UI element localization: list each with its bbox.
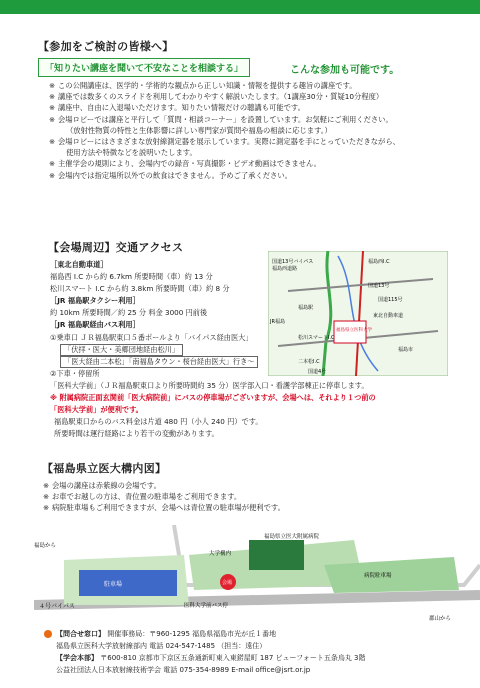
map-label: ４号バイパス <box>39 603 75 610</box>
participants-section <box>0 38 480 181</box>
map-label: 大学構内 <box>209 551 232 557</box>
note-item-cont: 使用方法や特徴などを説明いたします。 <box>66 148 197 158</box>
map-label: 国道4号 <box>308 369 327 375</box>
office-label: 【学会本部】 <box>56 654 98 662</box>
note-item: ※ 主催学会の規則により、会場内での録音・写真撮影・ビデオ動画はできません。 <box>58 158 480 169</box>
route-1: 福島西 I.C から約 6.7km 所要時間（車）約 13 分 <box>50 272 213 282</box>
red-notice-1: ※ 附属病院正面玄関前「医大病院前」にバスの停車場がございますが、会場へは、それより１つ前の <box>50 393 376 403</box>
campus-section <box>0 460 480 514</box>
bus-route-box: 「医大経由二本松」「南福島タウン・桜台経由医大」行き～ <box>60 356 258 368</box>
access-section <box>0 239 480 440</box>
contact-label: 【問合せ窓口】 <box>56 630 105 638</box>
note-item: ※ 会場ロビーにはさまざまな放射線測定器を展示しています。実際に測定器を手にとっていただきながら、 <box>58 136 480 147</box>
footer <box>44 628 474 676</box>
map-label: 福島西I.C <box>368 259 390 265</box>
office-line-2: 公益社団法人日本放射線技術学会 電話 075-354-8989 E-mail office@jsrt.or.jp <box>56 666 311 674</box>
red-notice-2: 「医科大学前」が便利です。 <box>50 405 143 415</box>
bullet-dot <box>44 630 52 638</box>
bus-route-box: 「伏拝・医大・美郷団地経由松川」 <box>60 344 183 356</box>
note-item: ※ 講座中、自由に入退場いただけます。知りたい情報だけの聴講も可能です。 <box>58 102 480 113</box>
subtitle-tail: こんな参加も可能です。 <box>290 65 400 76</box>
map-label: JR福島 <box>270 319 285 325</box>
map-label: 福島から <box>34 543 57 549</box>
section-heading-participants: 【参加をご検討の皆様へ】 <box>38 40 174 53</box>
map-label-venue: 福島県立医科大学 <box>336 328 372 333</box>
bus-step-2: ②下車・停留所 <box>50 368 100 378</box>
note-item-cont: （放射性物質の特性と生体影響に詳しい専門家が質問や福島の相談に応じます。） <box>66 125 332 135</box>
note-item: ※ 会場内では指定場所以外での飲食はできません。予めご了承ください。 <box>58 170 480 181</box>
participant-notes <box>0 80 480 181</box>
section-heading-campus: 【福島県立医大構内図】 <box>42 462 167 475</box>
expressway-label: ［東北自動車道］ <box>50 260 108 269</box>
bus-label: ［JR 福島駅経由バス利用］ <box>50 320 140 330</box>
area-map <box>268 251 448 376</box>
campus-map <box>34 525 480 625</box>
map-label: 国道115号 <box>378 297 403 303</box>
top-banner <box>0 0 480 14</box>
traffic-note: 所要時間は運行経路により若干の変動があります。 <box>54 429 219 439</box>
bus-step-1: ①乗車口 ＪＲ福島駅東口５番ポールより「バイパス経由医大」 <box>50 332 253 342</box>
note-item: ※ 講座では数多くのスライドを利用してわかりやすく解説いたします。（1講座30分・質疑10分程度） <box>58 91 480 102</box>
map-label: 医科大学前バス停 <box>184 603 229 609</box>
campus-note: ※ 会場の講座は赤紫線の会場です。 <box>52 480 480 491</box>
map-label: 東北自動車道 <box>373 313 404 319</box>
map-label: 福島駅 <box>298 305 314 311</box>
office-line-1: 〒600-810 京都市下京区五条通新町東入東錺屋町 187 ビューフォート五条烏丸 3階 <box>100 654 366 662</box>
bus-stop-info: 「医科大学前」（ＪＲ福島駅東口より所要時間約 35 分）医学部入口・看護学部棟正に停車します。 <box>50 380 369 390</box>
map-label: 福島西道路 <box>272 266 298 272</box>
section-heading-access: 【会場周辺】交通アクセス <box>48 241 184 254</box>
map-label: 病院駐車場 <box>364 573 392 579</box>
taxi-info: 約 10km 所要時間／約 25 分 料金 3000 円前後 <box>50 308 208 318</box>
map-label: 松川スマートI.C <box>298 335 335 341</box>
map-label: 福島県立医大附属病院 <box>264 534 320 540</box>
contact-line-1: 開催事務局：〒960-1295 福島県福島市光が丘１番地 <box>107 630 277 638</box>
note-item: ※ この公開講座は、医学的・学術的な観点から正しい知識・情報を提供する趣旨の講座です。 <box>58 80 480 91</box>
map-label: 国道13号バイパス <box>272 259 314 265</box>
map-label: 会場 <box>222 580 233 586</box>
campus-note: ※ お車でお越しの方は、青位置の駐車場をご利用できます。 <box>52 491 480 502</box>
subtitle-boxed: 「知りたい講座を聞いて不安なことを相談する」 <box>38 58 250 77</box>
map-label: 二本松I.C <box>298 359 320 365</box>
taxi-label: ［JR 福島駅タクシー利用］ <box>50 296 140 306</box>
fare-note: 福島駅東口からのバス料金は片道 480 円（小人 240 円）です。 <box>54 417 263 427</box>
note-item: ※ 会場ロビーでは講座と平行して「質問・相談コーナー」を設置しています。お気軽にご利用ください。 <box>58 114 480 125</box>
parking-area <box>79 570 177 596</box>
contact-line-2: 福島県立医科大学放射線部内 電話 024-547-1485 （担当：遠住） <box>56 642 267 650</box>
map-label: 駐車場 <box>104 581 123 588</box>
map-label: 郡山から <box>429 616 452 622</box>
campus-note: ※ 病院駐車場もご利用できますが、会場へは青位置の駐車場が便利です。 <box>52 502 480 513</box>
route-2: 松川スマート I.C から約 3.8km 所要時間（車）約 8 分 <box>50 284 230 294</box>
map-label: 福島市 <box>398 347 414 353</box>
map-label: 国道13号 <box>368 283 390 289</box>
